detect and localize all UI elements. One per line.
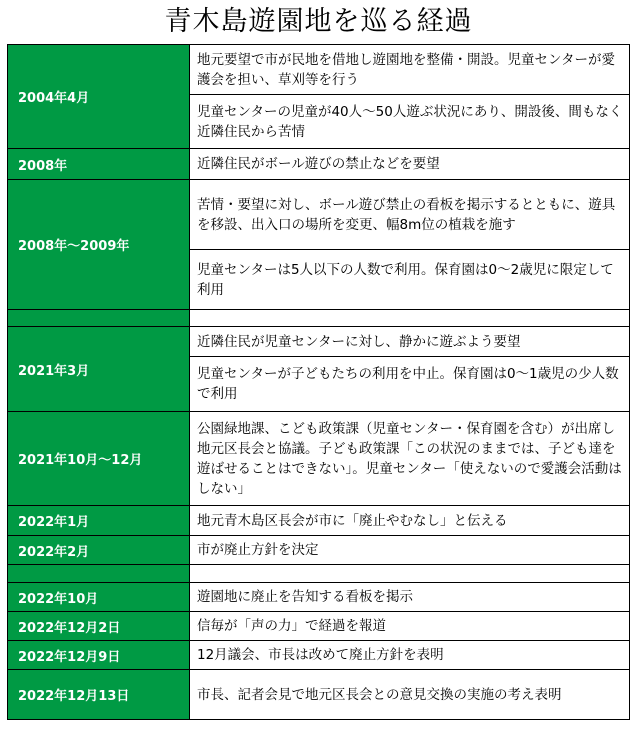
event-cell: 遊園地に廃止を告知する看板を掲示: [190, 583, 630, 612]
table-row: [8, 612, 630, 641]
table-row: [8, 327, 630, 357]
table-row: [8, 149, 630, 180]
event-cell: 12月議会、市長は改めて廃止方針を表明: [190, 641, 630, 670]
page-title: 青木島遊園地を巡る経過: [164, 6, 473, 37]
date-cell: 2008年: [8, 149, 190, 180]
event-cell: 近隣住民が児童センターに対し、静かに遊ぶよう要望: [190, 327, 630, 357]
event-cell: [190, 310, 630, 327]
table-row: [8, 565, 630, 583]
date-cell: 2022年12月9日: [8, 641, 190, 670]
event-cell: 地元要望で市が民地を借地し遊園地を整備・開設。児童センターが愛護会を担い、草刈等を行う: [190, 45, 630, 95]
table-row: [8, 310, 630, 327]
event-cell: 児童センターが子どもたちの利用を中止。保育園は0～1歳児の少人数で利用: [190, 357, 630, 412]
table-row: [8, 670, 630, 720]
date-cell: 2022年12月2日: [8, 612, 190, 641]
date-cell: [8, 310, 190, 327]
event-cell: 児童センターの児童が40人～50人遊ぶ状況にあり、開設後、間もなく近隣住民から苦情: [190, 95, 630, 149]
date-cell: 2004年4月: [8, 45, 190, 149]
event-cell: 市が廃止方針を決定: [190, 536, 630, 565]
event-cell: 市長、記者会見で地元区長会との意見交換の実施の考え表明: [190, 670, 630, 720]
event-cell: 苦情・要望に対し、ボール遊び禁止の看板を掲示するとともに、遊具を移設、出入口の場所を変更、幅8m位の植栽を施す: [190, 180, 630, 250]
event-cell: 地元青木島区長会が市に「廃止やむなし」と伝える: [190, 506, 630, 536]
date-cell: 2008年～2009年: [8, 180, 190, 310]
event-cell: 児童センターは5人以下の人数で利用。保育園は0～2歳児に限定して利用: [190, 250, 630, 310]
timeline-table: [7, 44, 630, 720]
table-row: [8, 412, 630, 506]
table-row: [8, 641, 630, 670]
event-cell: [190, 565, 630, 583]
table-row: [8, 583, 630, 612]
table-row: [8, 506, 630, 536]
date-cell: 2022年10月: [8, 583, 190, 612]
date-cell: 2021年10月～12月: [8, 412, 190, 506]
event-cell: 近隣住民がボール遊びの禁止などを要望: [190, 149, 630, 180]
date-cell: 2022年12月13日: [8, 670, 190, 720]
table-row: [8, 180, 630, 250]
table-row: [8, 45, 630, 95]
table-row: [8, 536, 630, 565]
event-cell: 公園緑地課、こども政策課（児童センター・保育園を含む）が出席し地元区長会と協議。子ども政策課「この状況のままでは、子ども達を遊ばせることはできない」。児童センター「使えないので愛護会活動はしない」: [190, 412, 630, 506]
event-cell: 信毎が「声の力」で経過を報道: [190, 612, 630, 641]
date-cell: 2022年2月: [8, 536, 190, 565]
date-cell: 2022年1月: [8, 506, 190, 536]
date-cell: 2021年3月: [8, 327, 190, 412]
date-cell: [8, 565, 190, 583]
